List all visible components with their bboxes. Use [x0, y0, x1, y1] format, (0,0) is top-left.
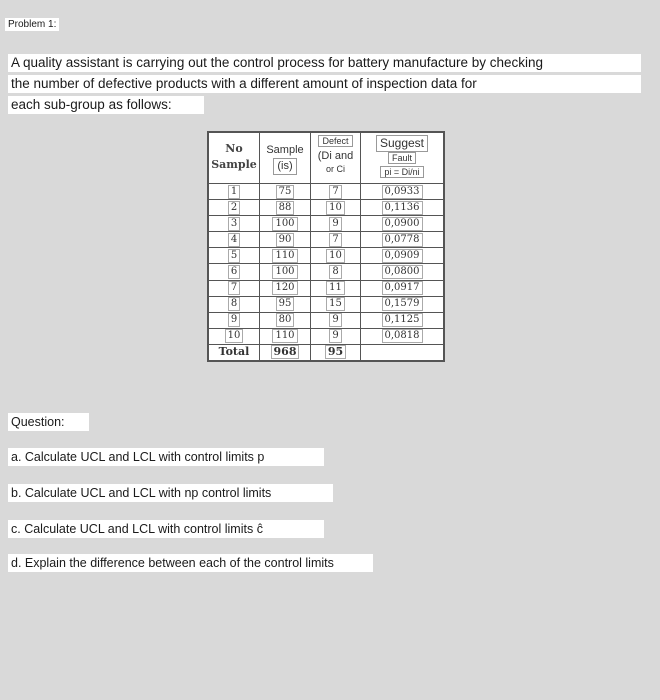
- cell-sample: 95: [260, 296, 311, 312]
- question-d: d. Explain the difference between each of the control limits: [8, 554, 373, 572]
- cell-defect: 9: [311, 312, 361, 328]
- cell-pi: 0,1579: [361, 296, 445, 312]
- intro-line-3: each sub-group as follows:: [8, 96, 204, 114]
- cell-pi: 0,0917: [361, 280, 445, 296]
- cell-pi: 0,1125: [361, 312, 445, 328]
- cell-pi: 0,1136: [361, 200, 445, 216]
- cell-defect: 7: [311, 184, 361, 200]
- cell-sample: 80: [260, 312, 311, 328]
- cell-defect: 10: [311, 200, 361, 216]
- total-sample: 968: [260, 344, 311, 361]
- question-a: a. Calculate UCL and LCL with control limits p: [8, 448, 324, 466]
- table-total-row: [208, 344, 444, 361]
- cell-no: 8: [208, 296, 260, 312]
- header-suggest-fault: [361, 132, 445, 184]
- table-row: [208, 216, 444, 232]
- total-label: Total: [208, 344, 260, 361]
- table-row: [208, 296, 444, 312]
- header-defect: [311, 132, 361, 184]
- cell-no: 2: [208, 200, 260, 216]
- question-b: b. Calculate UCL and LCL with np control limits: [8, 484, 333, 502]
- header-sample-size: [260, 132, 311, 184]
- total-pi: [361, 344, 445, 361]
- header-sample-word: Sample: [211, 158, 257, 171]
- intro-line-1: A quality assistant is carrying out the control process for battery manufacture by checking: [8, 54, 641, 72]
- header-defect-word: Defect: [311, 135, 360, 147]
- cell-sample: 110: [260, 248, 311, 264]
- table-row: [208, 184, 444, 200]
- cell-no: 7: [208, 280, 260, 296]
- cell-sample: 110: [260, 328, 311, 344]
- header-no: No: [225, 142, 243, 155]
- cell-defect: 9: [311, 328, 361, 344]
- total-defect: 95: [311, 344, 361, 361]
- table-row: [208, 232, 444, 248]
- table-row: [208, 200, 444, 216]
- cell-no: 5: [208, 248, 260, 264]
- cell-pi: 0,0909: [361, 248, 445, 264]
- cell-sample: 90: [260, 232, 311, 248]
- defect-data-table: [207, 131, 445, 362]
- cell-sample: 100: [260, 216, 311, 232]
- header-suggest: Suggest: [361, 135, 443, 152]
- cell-no: 3: [208, 216, 260, 232]
- cell-pi: 0,0778: [361, 232, 445, 248]
- cell-no: 1: [208, 184, 260, 200]
- header-di-and: (Di and: [317, 150, 354, 162]
- header-fault: Fault: [361, 152, 443, 164]
- cell-no: 10: [208, 328, 260, 344]
- question-c: c. Calculate UCL and LCL with control limits ĉ: [8, 520, 324, 538]
- cell-defect: 10: [311, 248, 361, 264]
- cell-sample: 100: [260, 264, 311, 280]
- cell-sample: 88: [260, 200, 311, 216]
- cell-defect: 15: [311, 296, 361, 312]
- cell-no: 9: [208, 312, 260, 328]
- header-no-sample: [208, 132, 260, 184]
- problem-title: Problem 1:: [5, 18, 59, 31]
- cell-pi: 0,0933: [361, 184, 445, 200]
- header-sample: Sample: [266, 144, 304, 156]
- table-row: [208, 328, 444, 344]
- table-row: [208, 248, 444, 264]
- cell-defect: 7: [311, 232, 361, 248]
- header-is: (is): [260, 158, 310, 175]
- table-row: [208, 264, 444, 280]
- cell-defect: 8: [311, 264, 361, 280]
- cell-sample: 120: [260, 280, 311, 296]
- cell-pi: 0,0900: [361, 216, 445, 232]
- table-row: [208, 280, 444, 296]
- intro-line-2: the number of defective products with a different amount of inspection data for: [8, 75, 641, 93]
- table-header-row: [208, 132, 444, 184]
- cell-pi: 0,0800: [361, 264, 445, 280]
- cell-pi: 0,0818: [361, 328, 445, 344]
- table-row: [208, 312, 444, 328]
- header-or-ci: or Ci: [325, 164, 345, 174]
- cell-no: 6: [208, 264, 260, 280]
- cell-defect: 11: [311, 280, 361, 296]
- cell-defect: 9: [311, 216, 361, 232]
- header-pi-formula: pi = Di/ni: [361, 166, 443, 178]
- question-heading: Question:: [8, 413, 89, 431]
- cell-no: 4: [208, 232, 260, 248]
- cell-sample: 75: [260, 184, 311, 200]
